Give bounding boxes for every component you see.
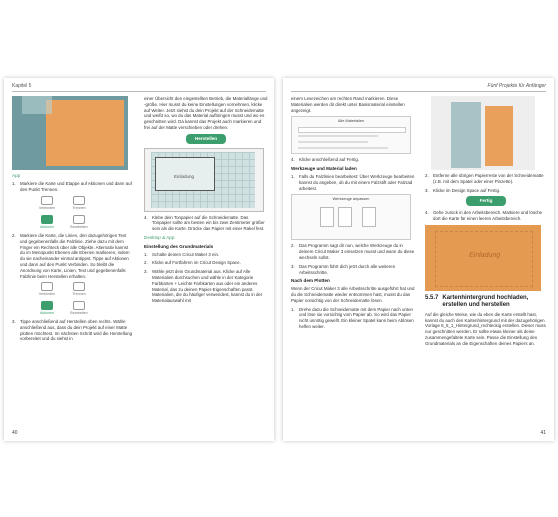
list-item: 3. Wähle jetzt dein Grundmaterial aus. Klicke auf Alle Materialien durchsuchen und wähle in der Kategorie Farbkarten + Leichte Farbkarten aus oder ein anderes Material, das zu deinen Papier-Eigenschaften passt. Materialien, die du häufiger verwendest, kannst du in der Materialauswahl mit <box>144 269 263 304</box>
heading-number: 5.5.7 <box>425 294 439 301</box>
paragraph: einem Lesezeichen am rechten Rand markieren. Diese Materialien werden dir direkt unter Basismaterial einstellen angezeigt. <box>291 96 405 113</box>
list-item: 1. Markiere die Karte und Etappe auf Aktionen und dann auf den Punkt Trennen. <box>12 180 132 192</box>
heading-text: Kartenhintergrund hochladen, erstellen und herstellen <box>442 294 529 308</box>
running-header-right: Fünf Projekte für Anfänger <box>487 83 546 89</box>
actions-icon[interactable] <box>41 301 53 310</box>
dialog-title: Werkzeuge anpassen <box>332 197 370 202</box>
list-item: 2. Klicke auf Fortfahren im Cricut Design Space. <box>144 260 241 266</box>
placeholder-line <box>298 147 388 149</box>
left-column-1 <box>12 96 132 345</box>
card-light <box>22 96 52 114</box>
link-icon <box>41 282 53 291</box>
card-text: Einladung <box>469 251 501 259</box>
section-tag-desktop-app: Desktop & App <box>144 234 175 240</box>
mat-design <box>155 157 215 191</box>
unlink-icon <box>73 282 85 291</box>
paragraph: Wenn der Cricut Maker 3 alle Arbeitsschritte ausgeführt hat und du die Schneidematte wieder entnommen hast, musst du das Papier vorsichtig von der Schneidematte lösen. <box>291 286 415 303</box>
paper-piece <box>485 106 513 166</box>
dialog-title: Alle Materialien <box>338 119 364 124</box>
tool-option[interactable] <box>362 207 376 227</box>
left-page <box>4 78 274 441</box>
actions-icon[interactable] <box>41 215 53 224</box>
paragraph: einer Übersicht den eingestellten Betrieb, die Materiallänge und -größe. Hier musst du keine Einstellungen vornehmen, klicke auf Weiter. Jetzt siehst du dein Projekt auf der Schneidematte und weißt so, wo du das Material aufbringen musst und wo es geschnitten wird. Da kannst das Projekt auch markieren und frei auf der Matte verschieben oder drehen. <box>144 96 268 130</box>
tools-dialog-screenshot <box>291 194 411 240</box>
edit-icon[interactable] <box>73 301 85 310</box>
right-page <box>283 78 554 441</box>
list-item: 4. Klebe dein Tonpapier auf die Schneidematte. Das Tonpapier sollte am besten ein bis zwei Zentimeter größer sein als die Karte. Drücke das Papier mit einer Rakel fest. <box>144 214 265 232</box>
page-number-right: 41 <box>540 430 546 436</box>
unlink-icon <box>73 196 85 205</box>
card-orange <box>46 100 124 166</box>
card-border <box>435 231 533 287</box>
list-item: 4. Gehe zurück in den Arbeitsbereich. Markiere und lösche dort die Karte für einen leeren Arbeitsbereich. <box>425 210 543 221</box>
subheading: Werkzeuge und Material laden <box>291 166 357 172</box>
search-input[interactable] <box>298 127 406 133</box>
materials-dialog-screenshot <box>291 116 411 154</box>
right-column-1 <box>291 96 415 333</box>
mat-piece <box>451 102 481 168</box>
list-item: 2. Entferne alle übrigen Papierreste von der Schneidematte (z.B. mit dem Spatel oder einer Pinzette). <box>425 173 544 184</box>
icon-panel-1: Verbinden Trennen Aktionen Bearbeiten <box>36 196 132 231</box>
right-column-2 <box>425 96 547 350</box>
finished-card-photo <box>425 225 541 291</box>
list-item: 3. Tippe anschließend auf Herstellen oben rechts. Wähle anschließend aus, dass du dein Projekt auf einer Matte plotten möchtest. Im nächsten Schritt wird die Herstellung vorbereitet und du siehst in <box>12 318 133 342</box>
list-item: 3. Das Programm führt dich jetzt durch alle weiteren Arbeitsschritte. <box>291 263 396 275</box>
paragraph: Auf die gleiche Weise, wie du eben die Karte erstellt hast, kannst du auch den Kartenhintergrund mit der dazugehörigen Vorlage 5_5_1_Hintergrund_rechteckig erstellen. Dieser muss nur geschnitten werden. Er sollte etwas kleiner als deine zusammengefaltete Karte sein. Passe die Einstellung des Grundmaterials an die Eigenschaften deines Papiers an. <box>425 311 546 346</box>
tool-option[interactable] <box>320 207 334 227</box>
card-photo <box>12 96 128 170</box>
list-item: 1. Drehe dazu die Schneidematte mit dem Papier nach unten und löse sie vorsichtig vom Papier ab. So wird das Papier nicht unnötig gewellt. Ein kleiner Spatel kann beim Ablösen helfen weiter. <box>291 306 414 329</box>
subheading: Einstellung des Grundmaterials <box>144 243 214 249</box>
placeholder-line <box>298 135 378 137</box>
header-rule <box>12 91 266 92</box>
placeholder-line <box>298 141 368 143</box>
header-rule <box>291 91 546 92</box>
make-it-button[interactable]: Herstellen <box>186 134 226 144</box>
list-item: 1. Falls du Falzlinien bearbeitest: Über Werkzeuge bearbeiten kannst du angeben, ob du mit einem Falzstift oder Falzrad arbeitest. <box>291 173 415 191</box>
list-item: 2. Das Programm sagt dir nun, welche Werkzeuge du in deinem Cricut Maker 3 einsetzen musst und wann du diese wechseln sollst. <box>291 243 415 260</box>
left-column-2 <box>144 96 268 307</box>
page-number-left: 40 <box>12 430 18 436</box>
link-icon <box>41 196 53 205</box>
cutting-mat-screenshot <box>144 148 264 212</box>
list-item: 1. Schalte deinen Cricut Maker 3 ein. <box>144 251 220 257</box>
icon-panel-2: Verbinden Trennen Aktionen Bearbeiten <box>36 282 132 317</box>
edit-icon[interactable] <box>73 215 85 224</box>
section-tag-app: App <box>12 173 21 178</box>
tool-option[interactable] <box>338 207 352 227</box>
list-item: 4. Klicke anschließend auf Fertig. <box>291 157 360 163</box>
mat-photo <box>431 96 535 170</box>
done-button[interactable]: Fertig <box>466 196 507 206</box>
list-item: 3. Klicke im Design Space auf Fertig. <box>425 187 501 193</box>
subheading: Nach dem Plotten <box>291 278 330 284</box>
section-heading <box>425 295 547 309</box>
running-header-left: Kapitel 5 <box>12 83 32 89</box>
mat-text: Einladung <box>174 173 195 179</box>
list-item: 2. Markiere die Karte, die Linien, den dazugehörigen Text und gegebenenfalls die Falzlinie. Ziehe dazu mit dem Finger ein Rechteck über alle Objekte. Alternativ kannst du im Menüpunkt Ebenen alle Ebenen markieren, indem du sie nacheinander einmal antippst. Tippe auf Aktionen und dann auf den Punkt Verbinden. So bleibt die Anordnung von Karte, Linien, Text und gegebenenfalls Falzlinie beim Herstellen erhalten. <box>12 232 130 279</box>
